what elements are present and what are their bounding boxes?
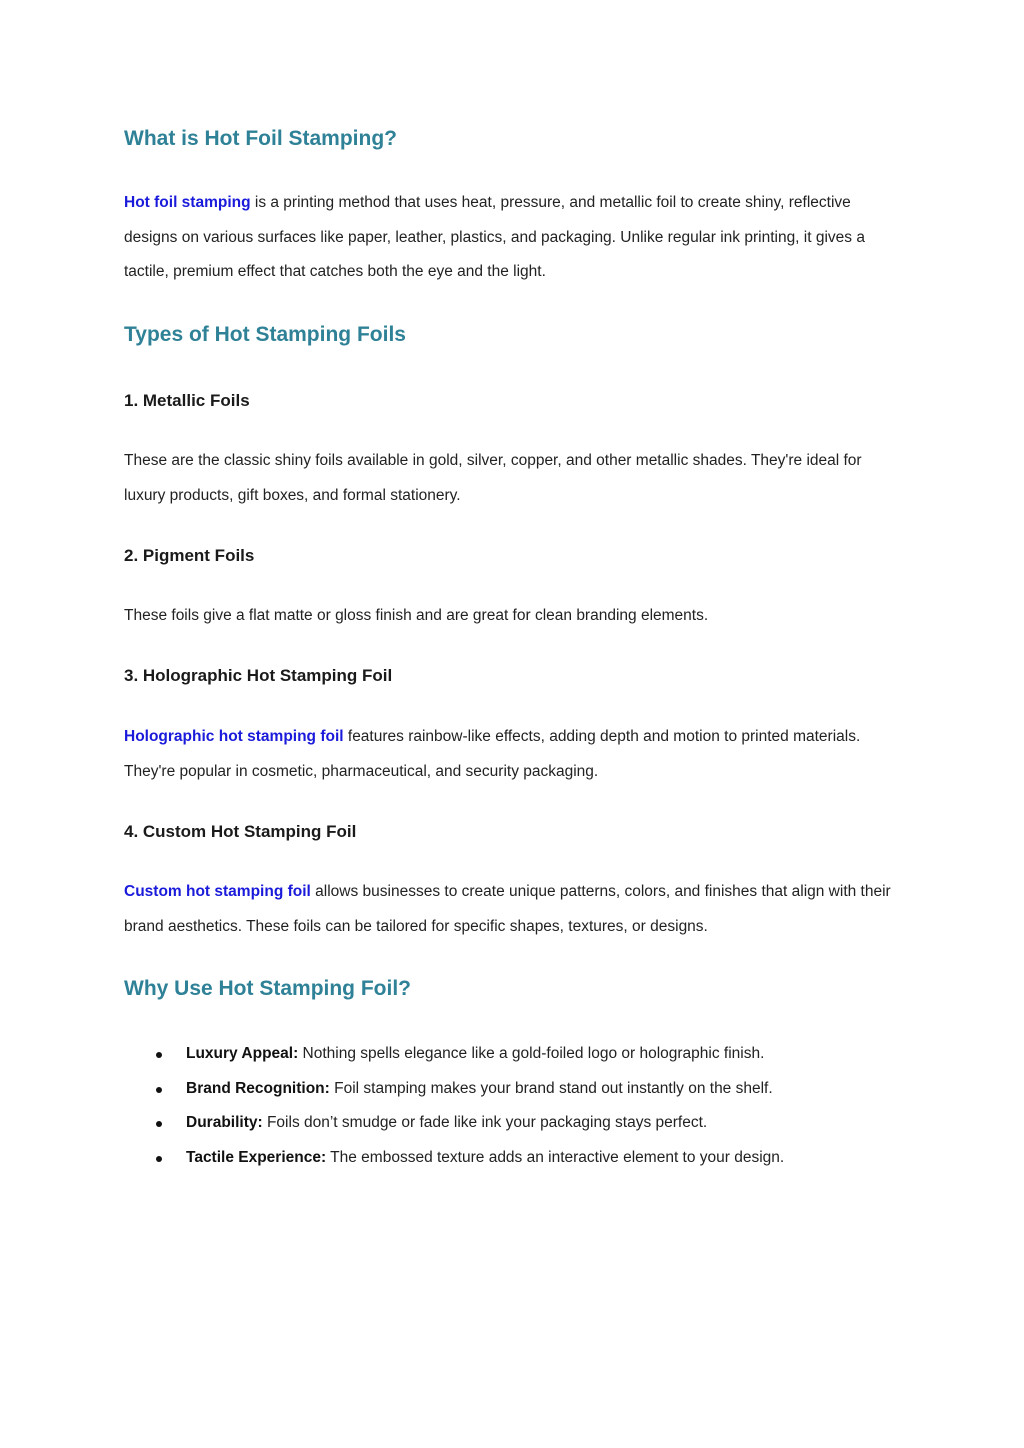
heading-why-use-hot-stamping-foil: Why Use Hot Stamping Foil? (124, 977, 411, 1000)
benefits-list (124, 1037, 924, 1175)
link-hot-foil-stamping[interactable]: Hot foil stamping (124, 194, 251, 211)
link-custom-hot-stamping-foil[interactable]: Custom hot stamping foil (124, 883, 311, 900)
list-item (124, 1037, 924, 1072)
subheading-pigment-foils: 2. Pigment Foils (124, 546, 255, 565)
paragraph-custom-foil (124, 875, 900, 944)
benefit-text: The embossed texture adds an interactive element to your design. (326, 1148, 785, 1166)
bullet-icon (156, 1121, 162, 1127)
list-item (124, 1141, 924, 1176)
benefit-label: Tactile Experience: (186, 1148, 327, 1166)
subheading-metallic-foils: 1. Metallic Foils (124, 391, 250, 410)
benefit-text: Foils don’t smudge or fade like ink your packaging stays perfect. (262, 1114, 708, 1132)
benefit-label: Durability: (186, 1114, 263, 1132)
paragraph-what-is (124, 186, 900, 290)
bullet-icon (156, 1156, 162, 1162)
heading-types-of-hot-stamping-foils: Types of Hot Stamping Foils (124, 323, 406, 346)
bullet-icon (156, 1087, 162, 1093)
benefit-label: Luxury Appeal: (186, 1045, 299, 1062)
bullet-icon (156, 1052, 162, 1058)
paragraph-holographic-text: features rainbow-like effects, adding depth and motion to printed materials. They're popular in cosmetic, pharmaceutical, and security packaging. (124, 728, 861, 780)
paragraph-custom-text: allows businesses to create unique patterns, colors, and finishes that align with their brand aesthetics. These foils can be tailored for specific shapes, textures, or designs. (124, 883, 891, 935)
subheading-holographic-foil: 3. Holographic Hot Stamping Foil (124, 666, 393, 685)
paragraph-metallic-foils: These are the classic shiny foils available in gold, silver, copper, and other metallic shades. They're ideal for luxury products, gift boxes, and formal stationery. (124, 452, 862, 504)
heading-what-is-hot-foil-stamping: What is Hot Foil Stamping? (124, 127, 397, 150)
paragraph-holographic-foil (124, 720, 900, 789)
list-item (124, 1072, 924, 1107)
benefit-text: Foil stamping makes your brand stand out instantly on the shelf. (329, 1079, 773, 1097)
benefit-label: Brand Recognition: (186, 1079, 330, 1097)
benefit-text: Nothing spells elegance like a gold-foiled logo or holographic finish. (298, 1045, 765, 1062)
paragraph-pigment-foils: These foils give a flat matte or gloss finish and are great for clean branding elements. (124, 607, 709, 624)
list-item (124, 1106, 924, 1141)
paragraph-what-is-text: is a printing method that uses heat, pressure, and metallic foil to create shiny, reflective designs on various surfaces like paper, leather, plastics, and packaging. Unlike regular ink printing, it gives a tactile, premium effect that catches both the eye and the light. (124, 194, 865, 281)
link-holographic-hot-stamping-foil[interactable]: Holographic hot stamping foil (124, 728, 344, 745)
subheading-custom-foil: 4. Custom Hot Stamping Foil (124, 822, 357, 841)
